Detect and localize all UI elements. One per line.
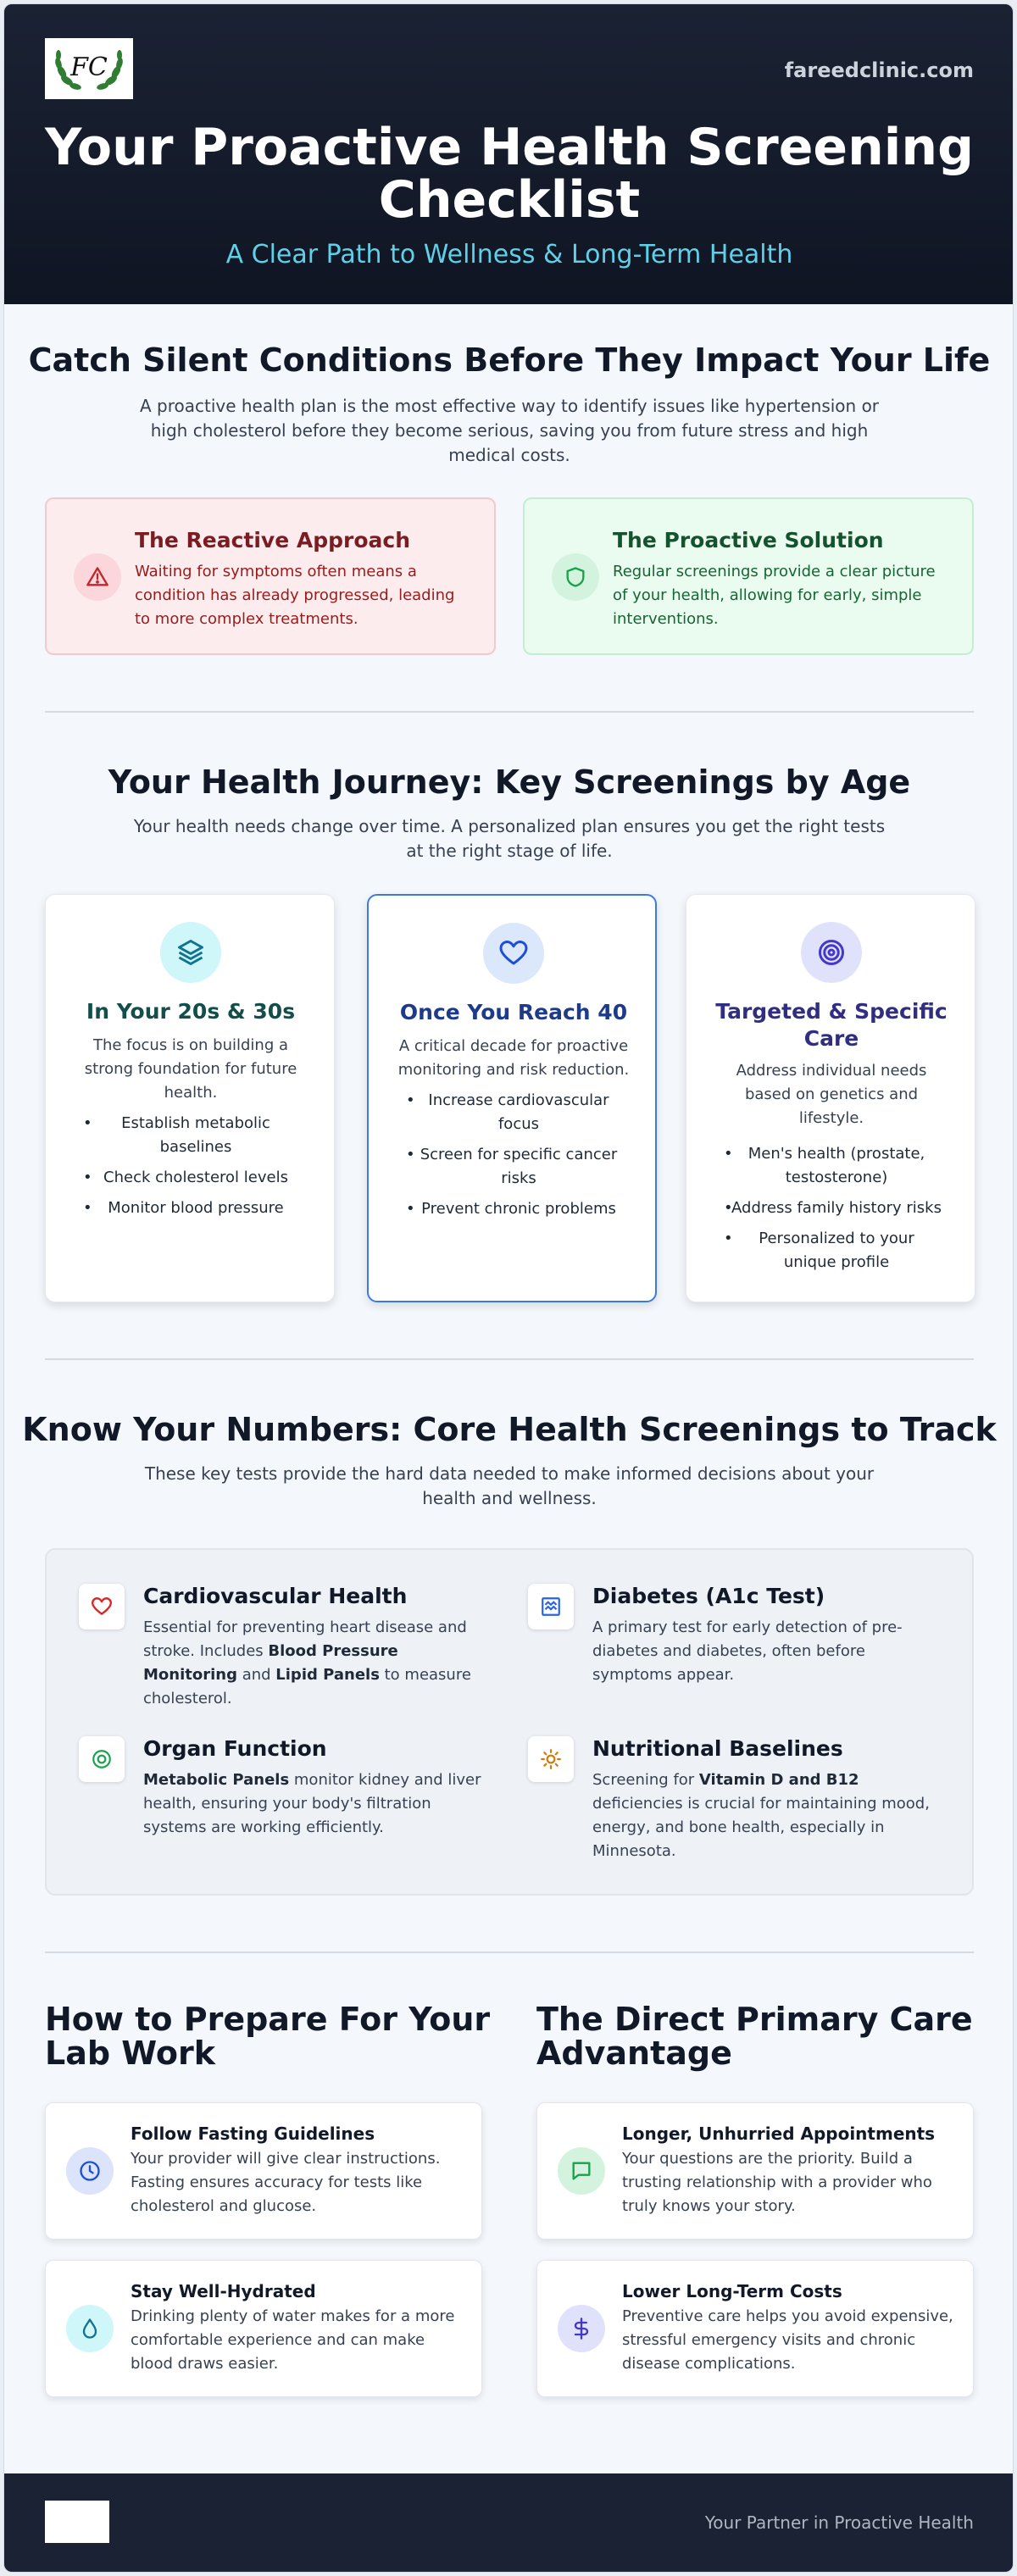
age-card-title: Targeted & Specific Care xyxy=(715,999,948,1051)
screening-text: Metabolic Panels monitor kidney and liver health, ensuring your body's filtration systems are working efficiently. xyxy=(143,1771,481,1836)
numbers-title: Know Your Numbers: Core Health Screenings to Track xyxy=(22,1411,997,1448)
advantage-item-title: Longer, Unhurried Appointments xyxy=(622,2124,936,2144)
section-divider xyxy=(45,1951,974,1953)
page-header xyxy=(4,4,1014,304)
advantage-appointments xyxy=(536,2102,974,2240)
tip-hydration xyxy=(45,2260,482,2397)
advantage-item-title: Lower Long-Term Costs xyxy=(622,2281,842,2301)
section-divider xyxy=(45,1358,974,1360)
list-item: • Increase cardiovascular focus xyxy=(397,1089,630,1136)
numbers-text: These key tests provide the hard data needed to make informed decisions about your health and wellness. xyxy=(144,1463,875,1508)
advantage-title: The Direct Primary Care Advantage xyxy=(536,2001,973,2072)
dollar-icon xyxy=(558,2305,605,2352)
screening-title: Diabetes (A1c Test) xyxy=(592,1584,825,1608)
heart-outline-icon xyxy=(79,1584,125,1629)
footer-logo[interactable] xyxy=(45,2501,109,2543)
screening-text: A primary test for early detection of pre-diabetes and diabetes, often before symptoms appear. xyxy=(592,1618,903,1684)
journey-title: Your Health Journey: Key Screenings by Age xyxy=(108,763,911,801)
page-footer xyxy=(4,2473,1014,2573)
age-card-list xyxy=(715,1142,948,1281)
chat-bubble-icon xyxy=(558,2147,605,2195)
tip-fasting xyxy=(45,2102,482,2240)
page-subtitle: A Clear Path to Wellness & Long-Term Health xyxy=(225,240,793,269)
list-item: • Screen for specific cancer risks xyxy=(397,1143,630,1191)
proactive-title: The Proactive Solution xyxy=(613,528,884,552)
age-card-40 xyxy=(367,894,657,1302)
tip-title: Follow Fasting Guidelines xyxy=(131,2124,375,2144)
section-divider xyxy=(45,711,974,713)
list-item: • Check cholesterol levels xyxy=(75,1166,307,1190)
screening-title: Organ Function xyxy=(143,1736,327,1761)
reactive-text: Waiting for symptoms often means a condition has already progressed, leading to more complex treatments. xyxy=(135,563,455,628)
reactive-title: The Reactive Approach xyxy=(135,528,411,552)
water-drop-icon xyxy=(66,2305,114,2352)
intro-text: A proactive health plan is the most effective way to identify issues like hypertension or high cholesterol before they become serious, saving you from future stress and high medical costs. xyxy=(139,396,880,465)
shield-icon xyxy=(552,553,599,601)
layers-icon xyxy=(160,922,221,983)
list-item: • Monitor blood pressure xyxy=(75,1196,307,1220)
warning-icon xyxy=(74,553,121,601)
prepare-title: How to Prepare For Your Lab Work xyxy=(45,2001,491,2072)
age-card-targeted xyxy=(686,894,975,1302)
clinic-logo[interactable] xyxy=(45,38,133,99)
advantage-costs xyxy=(536,2260,974,2397)
footer-tagline: Your Partner in Proactive Health xyxy=(704,2512,974,2533)
advantage-item-text: Preventive care helps you avoid expensive, stressful emergency visits and chronic disease complications. xyxy=(622,2307,953,2373)
intro-title: Catch Silent Conditions Before They Impact Your Life xyxy=(28,341,991,379)
list-item: • Men's health (prostate, testosterone) xyxy=(715,1142,948,1190)
heart-icon xyxy=(483,923,544,984)
svg-text:FC: FC xyxy=(70,53,108,82)
tip-text: Drinking plenty of water makes for a more comfortable experience and can make blood draws easier. xyxy=(131,2307,455,2373)
reactive-approach-card xyxy=(45,497,496,655)
age-card-list xyxy=(75,1112,307,1227)
age-card-text: Address individual needs based on genetics and lifestyle. xyxy=(736,1062,927,1127)
target-icon xyxy=(801,922,862,983)
age-card-text: The focus is on building a strong foundation for future health. xyxy=(84,1036,297,1102)
list-item: • Establish metabolic baselines xyxy=(75,1112,307,1159)
screening-title: Cardiovascular Health xyxy=(143,1584,408,1608)
age-card-20s-30s xyxy=(45,894,335,1302)
advantage-item-text: Your questions are the priority. Build a trusting relationship with a provider who truly knows your story. xyxy=(622,2150,932,2215)
proactive-text: Regular screenings provide a clear picture of your health, allowing for early, simple interventions. xyxy=(613,563,936,628)
site-domain[interactable]: fareedclinic.com xyxy=(784,58,974,82)
page-title: Your Proactive Health Screening Checklist xyxy=(44,118,975,230)
journey-text: Your health needs change over time. A personalized plan ensures you get the right tests at the right stage of life. xyxy=(133,816,886,861)
list-item: • Address family history risks xyxy=(715,1196,948,1220)
sun-icon xyxy=(528,1736,574,1782)
target-circle-icon xyxy=(79,1736,125,1782)
age-card-list xyxy=(397,1089,630,1228)
page xyxy=(3,3,1014,2573)
list-item: • Personalized to your unique profile xyxy=(715,1227,948,1274)
chart-wave-icon xyxy=(528,1584,574,1629)
age-card-title: Once You Reach 40 xyxy=(399,1000,628,1024)
screening-text: Essential for preventing heart disease and stroke. Includes Blood Pressure Monitoring and Lipid Panels to measure cholesterol. xyxy=(143,1618,471,1707)
list-item: • Prevent chronic problems xyxy=(397,1197,630,1221)
tip-text: Your provider will give clear instructions. Fasting ensures accuracy for tests like cholesterol and glucose. xyxy=(131,2150,441,2215)
clock-icon xyxy=(66,2147,114,2195)
tip-title: Stay Well-Hydrated xyxy=(131,2281,316,2301)
screening-text: Screening for Vitamin D and B12 deficiencies is crucial for maintaining mood, energy, and bone health, especially in Minnesota. xyxy=(592,1771,930,1860)
age-card-text: A critical decade for proactive monitoring and risk reduction. xyxy=(397,1037,630,1079)
proactive-solution-card xyxy=(523,497,974,655)
age-card-title: In Your 20s & 30s xyxy=(86,999,296,1024)
screening-title: Nutritional Baselines xyxy=(592,1736,843,1761)
core-screenings-panel xyxy=(45,1548,974,1896)
